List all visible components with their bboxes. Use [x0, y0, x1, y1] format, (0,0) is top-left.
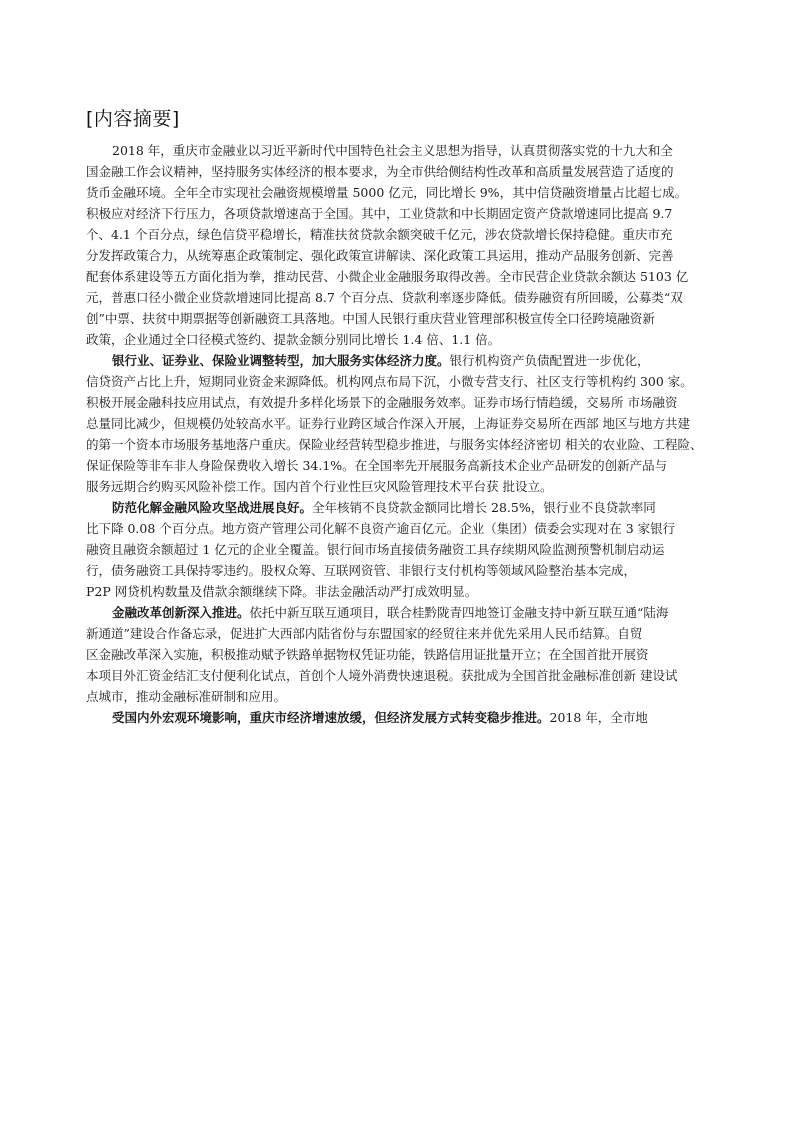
paragraph-line: 信贷资产占比上升，短期同业资金来源降低。机构网点布局下沉，小微专营支行、社区支行等机构约 300 家。 [86, 374, 693, 389]
paragraph-line: 区金融改革深入实施，积极推动赋予铁路单据物权凭证功能，铁路信用证批量开立；在全国首批开展资 [86, 647, 649, 662]
paragraph-line: 创”中票、扶贫中期票据等创新融资工具落地。中国人民银行重庆营业管理部积极宣传全口径跨境融资新 [86, 311, 655, 326]
paragraph-line: 分发挥政策合力，从统筹惠企政策制定、强化政策宣讲解读、深化政策工具运用，推动产品服务创新、完善 [86, 248, 674, 263]
section-lead-banking: 银行业、证券业、保险业调整转型，加大服务实体经济力度。 [112, 353, 450, 368]
paragraph-line: 本项目外汇资金结汇支付便利化试点，首创个人境外消费快速退税。获批成为全国首批金融标准创新 建设试 [86, 668, 678, 683]
paragraph-line: 点城市，推动金融标准研制和应用。 [86, 689, 287, 704]
paragraph-text: 依托中新互联互通项目，联合桂黔陇青四地签订金融支持中新互联互通“陆海 [249, 605, 669, 620]
paragraph-line [86, 497, 730, 518]
paragraph-line [86, 602, 730, 623]
paragraph-line: 服务远期合约购买风险补偿工作。国内首个行业性巨灾风险管理技术平台获 批设立。 [86, 479, 553, 494]
paragraph-line: 的第一个资本市场服务基地落户重庆。保险业经营转型稳步推进，与服务实体经济密切 相关的农业险、工程险、 [86, 437, 703, 452]
paragraph-text: 银行机构资产负债配置进一步优化， [449, 353, 650, 368]
paragraph-line: 2018 年，重庆市金融业以习近平新时代中国特色社会主义思想为指导，认真贯彻落实党的十九大和全 [112, 143, 673, 158]
section-lead-reform: 金融改革创新深入推进。 [112, 605, 250, 620]
paragraph-line [86, 707, 730, 728]
paragraph-line: 积极应对经济下行压力，各项贷款增速高于全国。其中，工业贷款和中长期固定资产贷款增速同比提高 9.7 [86, 206, 673, 221]
paragraph-line: 元，普惠口径小微企业贷款增速同比提高 8.7 个百分点、贷款利率逐步降低。债券融资有所回暖，公募类“双 [86, 290, 683, 305]
paragraph-line: 融资且融资余额超过 1 亿元的企业全覆盖。银行间市场直接债务融资工具存续期风险监测预警机制启动运 [86, 542, 665, 557]
paragraph-line: 个、4.1 个百分点，绿色信贷平稳增长，精准扶贫贷款余额突破千亿元，涉农贷款增长保持稳健。重庆市充 [86, 227, 673, 242]
paragraph-line [86, 350, 730, 371]
section-lead-risk: 防范化解金融风险攻坚战进展良好。 [112, 500, 313, 515]
page-title: [内容摘要] [86, 108, 180, 130]
section-lead-economy: 受国内外宏观环境影响，重庆市经济增速放缓，但经济发展方式转变稳步推进。 [112, 710, 550, 725]
paragraph-line: 配套体系建设等五方面化指为拳，推动民营、小微企业金融服务取得改善。全市民营企业贷款余额达 5103 亿 [86, 269, 689, 284]
paragraph-text: 2018 年，全市地 [549, 710, 648, 725]
paragraph-line: 保证保险等非车非人身险保费收入增长 34.1%。在全国率先开展服务高新技术企业产品研发的创新产品与 [86, 458, 668, 473]
paragraph-line: 行，债务融资工具保持零违约。股权众筹、互联网资管、非银行支付机构等领域风险整治基本完成， [86, 563, 637, 578]
paragraph-line: 货币金融环境。全年全市实现社会融资规模增量 5000 亿元，同比增长 9%，其中信贷融资增量占比超七成。 [86, 185, 688, 200]
paragraph-line: 比下降 0.08 个百分点。地方资产管理公司化解不良资产逾百亿元。企业（集团）债委会实现对在 3 家银行 [86, 521, 676, 536]
paragraph-text: 全年核销不良贷款金额同比增长 28.5%，银行业不良贷款率同 [312, 500, 656, 515]
paragraph-line: 国金融工作会议精神，坚持服务实体经济的根本要求，为全市供给侧结构性改革和高质量发展营造了适度的 [86, 164, 674, 179]
paragraph-line: 积极开展金融科技应用试点，有效提升多样化场景下的金融服务效率。证券市场行情趋缓，交易所 市场融资 [86, 395, 678, 410]
paragraph-line: 政策，企业通过全口径模式签约、提款金额分别同比增长 1.4 倍、1.1 倍。 [86, 332, 501, 347]
summary-body [86, 140, 730, 728]
paragraph-line: 新通道”建设合作备忘录，促进扩大西部内陆省份与东盟国家的经贸往来并优先采用人民币结算。自贸 [86, 626, 643, 641]
paragraph-line: 总量同比减少，但规模仍处较高水平。证券行业跨区域合作深入开展，上海证券交易所在西部 地区与地方共建 [86, 416, 690, 431]
paragraph-line: P2P 网贷机构数量及借款余额继续下降。非法金融活动严打成效明显。 [86, 584, 478, 599]
